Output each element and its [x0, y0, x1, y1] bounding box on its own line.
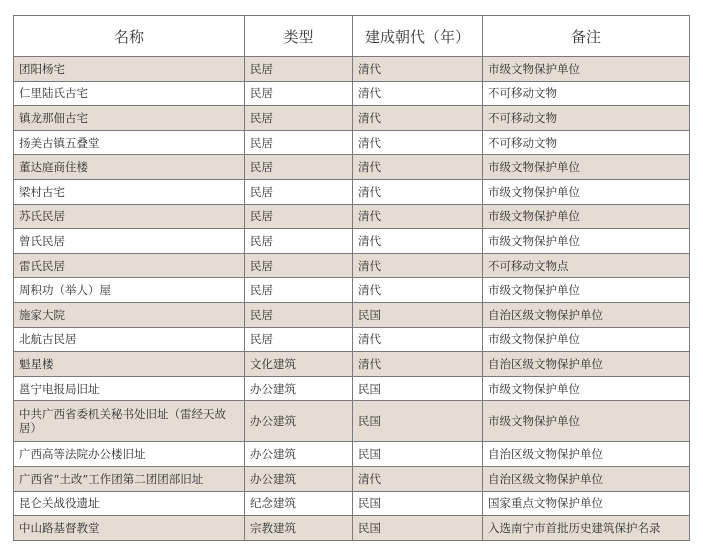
header-type: 类型	[245, 16, 353, 57]
cell-type: 办公建筑	[245, 442, 353, 467]
cell-type: 民居	[245, 106, 353, 131]
cell-type: 办公建筑	[245, 376, 353, 401]
cell-era: 清代	[353, 229, 483, 254]
table-row	[14, 253, 690, 278]
table-row	[14, 155, 690, 180]
header-name: 名称	[14, 16, 245, 57]
cell-type: 民居	[245, 302, 353, 327]
table-row	[14, 516, 690, 541]
cell-type: 民居	[245, 327, 353, 352]
cell-name: 魁星楼	[14, 352, 245, 377]
table-row	[14, 491, 690, 516]
cell-era: 清代	[353, 155, 483, 180]
cell-name: 梁村古宅	[14, 179, 245, 204]
table-row	[14, 401, 690, 442]
cell-note: 自治区级文物保护单位	[483, 302, 690, 327]
cell-era: 清代	[353, 204, 483, 229]
cell-era: 清代	[353, 57, 483, 82]
cell-era: 清代	[353, 278, 483, 303]
heritage-table	[13, 15, 690, 541]
cell-name: 团阳杨宅	[14, 57, 245, 82]
cell-name: 雷氏民居	[14, 253, 245, 278]
cell-note: 自治区级文物保护单位	[483, 442, 690, 467]
cell-name: 董达庭商住楼	[14, 155, 245, 180]
cell-era: 民国	[353, 516, 483, 541]
table-row	[14, 466, 690, 491]
cell-name: 周积功（举人）屋	[14, 278, 245, 303]
cell-type: 民居	[245, 130, 353, 155]
cell-note: 市级文物保护单位	[483, 57, 690, 82]
cell-type: 民居	[245, 253, 353, 278]
table-row	[14, 229, 690, 254]
cell-name: 广西省“土改”工作团第二团团部旧址	[14, 466, 245, 491]
table-row	[14, 179, 690, 204]
cell-note: 市级文物保护单位	[483, 278, 690, 303]
header-era: 建成朝代（年）	[353, 16, 483, 57]
cell-name: 中共广西省委机关秘书处旧址（雷经天故居）	[14, 401, 245, 442]
cell-type: 民居	[245, 179, 353, 204]
cell-name: 邕宁电报局旧址	[14, 376, 245, 401]
cell-name: 仁里陆氏古宅	[14, 81, 245, 106]
cell-note: 市级文物保护单位	[483, 179, 690, 204]
cell-era: 民国	[353, 491, 483, 516]
cell-note: 自治区级文物保护单位	[483, 466, 690, 491]
cell-type: 民居	[245, 204, 353, 229]
cell-note: 入选南宁市首批历史建筑保护名录	[483, 516, 690, 541]
cell-era: 清代	[353, 130, 483, 155]
table-row	[14, 327, 690, 352]
cell-era: 清代	[353, 106, 483, 131]
cell-name: 施家大院	[14, 302, 245, 327]
cell-type: 民居	[245, 278, 353, 303]
cell-note: 市级文物保护单位	[483, 401, 690, 442]
cell-type: 宗教建筑	[245, 516, 353, 541]
cell-type: 办公建筑	[245, 401, 353, 442]
table-row	[14, 57, 690, 82]
cell-name: 曾氏民居	[14, 229, 245, 254]
cell-era: 民国	[353, 376, 483, 401]
cell-note: 市级文物保护单位	[483, 155, 690, 180]
table-row	[14, 302, 690, 327]
table-row	[14, 106, 690, 131]
cell-name: 北航古民居	[14, 327, 245, 352]
cell-type: 民居	[245, 81, 353, 106]
cell-era: 清代	[353, 327, 483, 352]
cell-note: 不可移动文物	[483, 130, 690, 155]
table-row	[14, 204, 690, 229]
header-row	[14, 16, 690, 57]
table-row	[14, 352, 690, 377]
cell-type: 民居	[245, 57, 353, 82]
cell-name: 扬美古镇五叠堂	[14, 130, 245, 155]
cell-note: 市级文物保护单位	[483, 229, 690, 254]
cell-type: 民居	[245, 155, 353, 180]
cell-note: 市级文物保护单位	[483, 327, 690, 352]
cell-note: 不可移动文物	[483, 81, 690, 106]
cell-note: 自治区级文物保护单位	[483, 352, 690, 377]
cell-era: 民国	[353, 302, 483, 327]
cell-name: 昆仑关战役遗址	[14, 491, 245, 516]
cell-type: 文化建筑	[245, 352, 353, 377]
cell-note: 市级文物保护单位	[483, 376, 690, 401]
table-row	[14, 130, 690, 155]
cell-era: 民国	[353, 442, 483, 467]
table-row	[14, 81, 690, 106]
table-row	[14, 278, 690, 303]
cell-era: 清代	[353, 81, 483, 106]
cell-name: 中山路基督教堂	[14, 516, 245, 541]
cell-name: 广西高等法院办公楼旧址	[14, 442, 245, 467]
cell-era: 清代	[353, 466, 483, 491]
cell-name: 苏氏民居	[14, 204, 245, 229]
table-row	[14, 376, 690, 401]
header-note: 备注	[483, 16, 690, 57]
cell-type: 办公建筑	[245, 466, 353, 491]
cell-era: 民国	[353, 401, 483, 442]
cell-note: 不可移动文物	[483, 106, 690, 131]
cell-era: 清代	[353, 253, 483, 278]
cell-note: 国家重点文物保护单位	[483, 491, 690, 516]
cell-type: 纪念建筑	[245, 491, 353, 516]
cell-note: 不可移动文物点	[483, 253, 690, 278]
cell-note: 市级文物保护单位	[483, 204, 690, 229]
cell-era: 清代	[353, 352, 483, 377]
cell-name: 镇龙那佃古宅	[14, 106, 245, 131]
table-row	[14, 442, 690, 467]
cell-type: 民居	[245, 229, 353, 254]
cell-era: 清代	[353, 179, 483, 204]
